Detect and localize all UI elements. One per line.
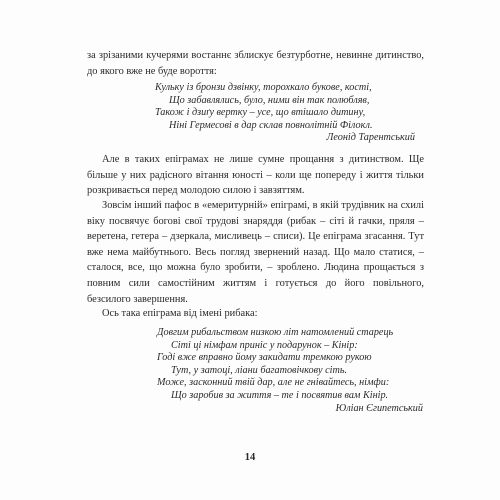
- epigram-author: Леонід Тарентський: [326, 132, 415, 144]
- paragraph-fisher-intro: Ось така епіграма від імені рибака:: [102, 308, 258, 319]
- epigram-line: Також і дзиґу вертку – усе, що втішало дитину,: [155, 107, 366, 119]
- epigram-line: Може, засконний твій дар, але не гнівайтесь, німфи:: [157, 377, 390, 389]
- epigram-toy: [155, 82, 415, 145]
- epigram-author: Юліан Єгипетський: [335, 402, 423, 414]
- epigram-line: Довгим рибальством низкою літ натомлений старець: [157, 327, 394, 338]
- paragraph-intro: за зрізаними кучерями востаннє зблискує безтурботне, невинне дитинство, до якого вже не буде вороття:: [87, 50, 424, 77]
- epigram-line: Що забавлялись, було, ними він так полюбляв,: [169, 94, 370, 106]
- epigram-line: Що заробив за життя – те і посвятив вам Кінір.: [171, 389, 389, 401]
- epigram-line: Годі вже вправно йому закидати тремкою рукою: [157, 352, 372, 364]
- epigram-line: Сіті ці німфам приніс у подарунок – Кінір:: [171, 339, 358, 351]
- page-number: 14: [244, 452, 256, 463]
- paragraph-pathos: Зовсім інший пафос в «емеритурній» епіграмі, в якій трудівник на схилі віку посвячує богові свої трудові знаряддя (рибак – сіті й гачки, пряля – веретена, гетера – дзеркала, мисливець – списи). Це епіграма згасання. Тут вже нема майбутнього. Весь погляд звернений назад. Що мало статися, – сталося, все, що можна було зробити, – зроблено. Людина прощається з повним сили самостійним життям і готується до його повільного, безсилого завершення.: [87, 200, 424, 305]
- epigram-fisher: [157, 327, 423, 415]
- epigram-line: Кульку із бронзи дзвінку, торохкало букове, кості,: [155, 82, 372, 93]
- paragraph-but: Але в таких епіграмах не лише сумне прощання з дитинством. Ще більше у них радісного вітання юності – коли ще попереду і життя тільки розкривається перед молодою силою і завзяттям.: [87, 154, 424, 197]
- epigram-line: Ніні Гермесові в дар склав повнолітній Філокл.: [169, 119, 373, 131]
- epigram-line: Тут, у затоці, ліани багатовічкову сіть.: [171, 364, 348, 376]
